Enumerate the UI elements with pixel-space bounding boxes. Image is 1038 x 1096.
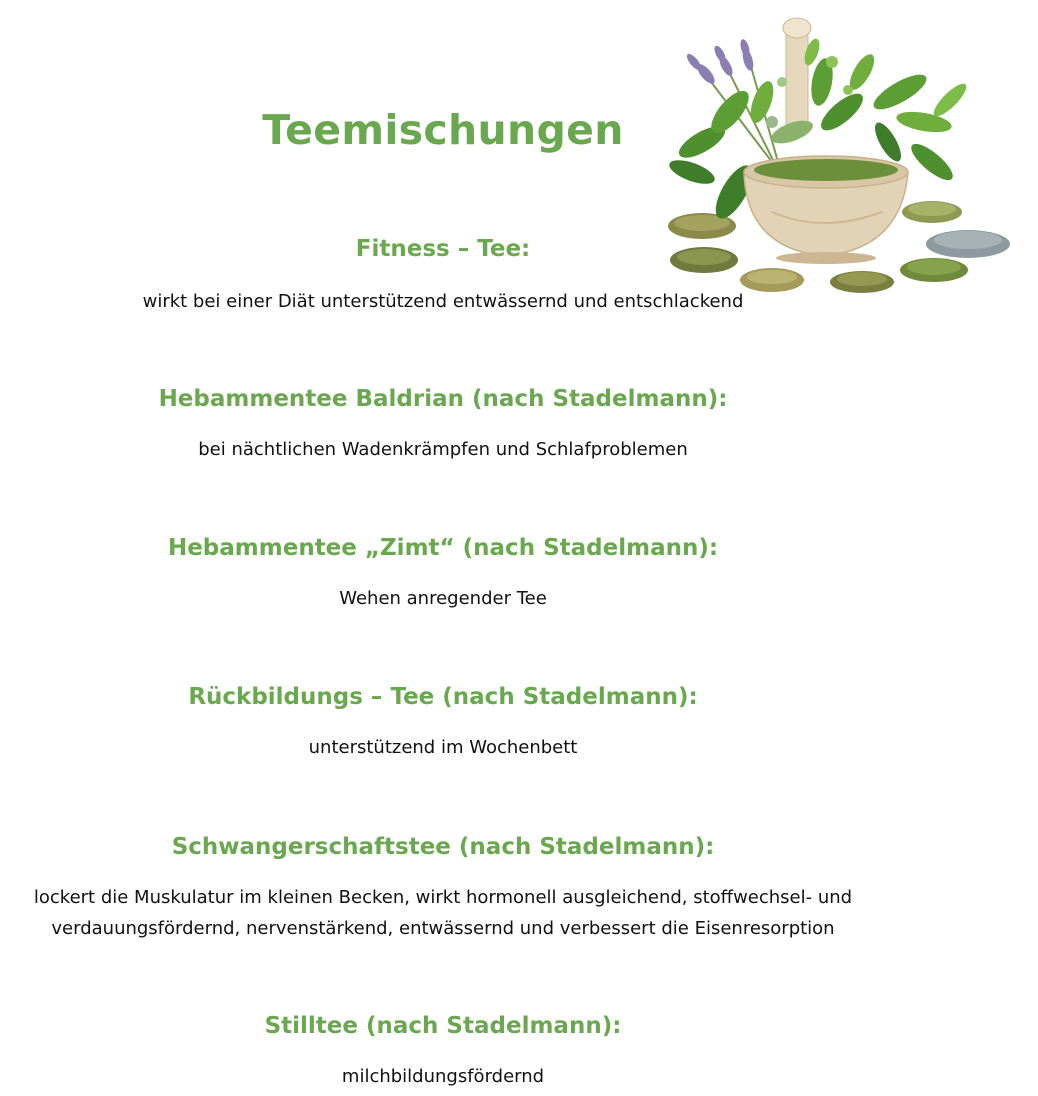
pestle-icon <box>783 18 811 136</box>
tea-section-stilltee <box>0 1011 886 1092</box>
tea-description-line: verdauungsfördernd, nervenstärkend, entwässernd und verbessert die Eisenresorption <box>51 918 835 939</box>
tea-description <box>0 732 886 763</box>
tea-description-line: Wehen anregender Tee <box>339 588 547 609</box>
tea-section-baldrian <box>0 384 886 465</box>
tea-description-line: wirkt bei einer Diät unterstützend entwässernd und entschlackend <box>142 291 744 312</box>
mortar-icon <box>744 156 908 264</box>
page-title: Teemischungen <box>262 106 624 154</box>
tea-heading: Fitness – Tee: <box>355 236 531 262</box>
tea-section-rueckbildung <box>0 682 886 763</box>
tea-description-line: unterstützend im Wochenbett <box>308 737 578 758</box>
tea-section-schwangerschaft <box>0 832 886 944</box>
tea-heading: Schwangerschaftstee (nach Stadelmann): <box>171 834 715 860</box>
tea-description <box>0 434 886 465</box>
herbs-mortar-pestle-icon <box>662 12 1018 302</box>
tea-description-line: bei nächtlichen Wadenkrämpfen und Schlafproblemen <box>198 439 688 460</box>
tea-heading: Hebammentee Baldrian (nach Stadelmann): <box>158 386 728 412</box>
tea-heading: Stilltee (nach Stadelmann): <box>264 1013 622 1039</box>
tea-description <box>0 583 886 614</box>
tea-description-line: milchbildungsfördernd <box>341 1066 545 1087</box>
tea-description-line: lockert die Muskulatur im kleinen Becken, wirkt hormonell ausgleichend, stoffwechsel- und <box>33 887 853 908</box>
tea-description <box>0 1061 886 1092</box>
tea-description <box>0 882 886 944</box>
lavender-flowers-icon <box>685 38 756 86</box>
tea-heading: Rückbildungs – Tee (nach Stadelmann): <box>188 684 698 710</box>
tea-heading: Hebammentee „Zimt“ (nach Stadelmann): <box>167 535 719 561</box>
tea-section-zimt <box>0 533 886 614</box>
